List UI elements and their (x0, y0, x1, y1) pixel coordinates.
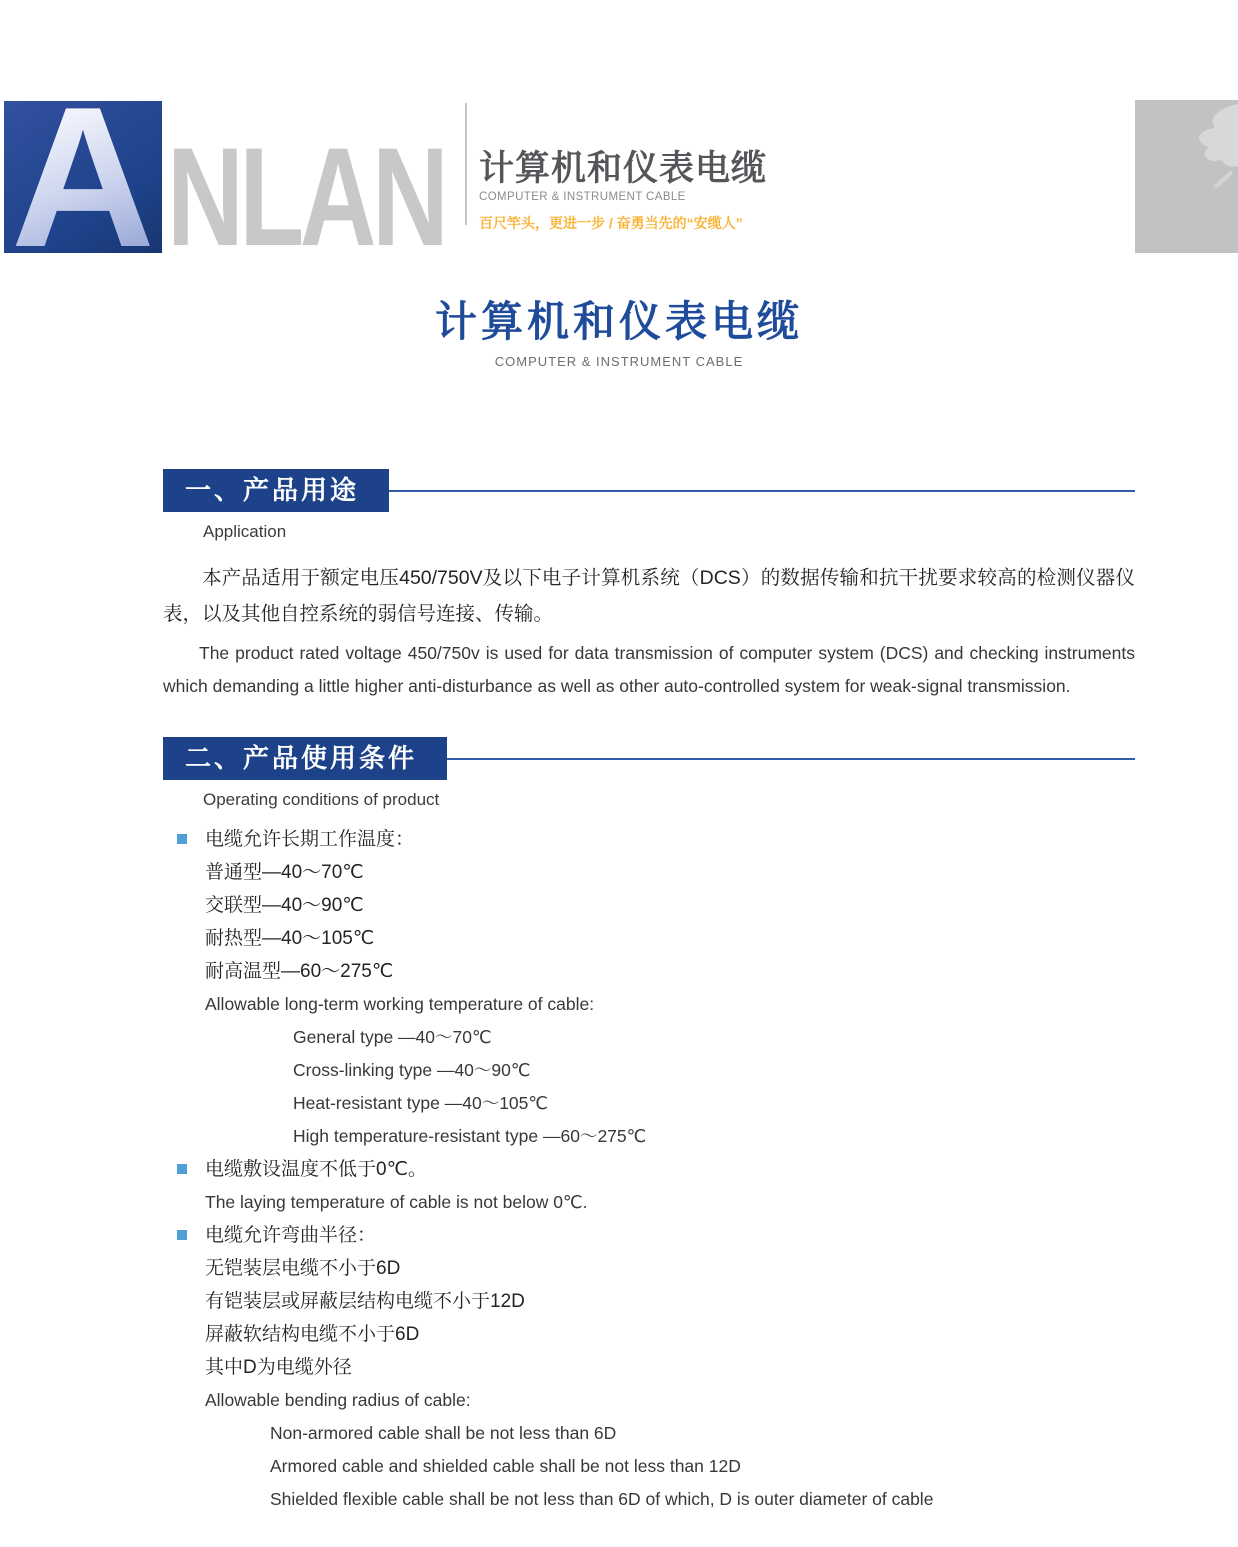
list-item: Allowable long-term working temperature of cable: (205, 994, 595, 1014)
section-2-heading-en: Operating conditions of product (203, 790, 440, 809)
section-2-heading-rule (447, 758, 1135, 760)
header-category-title-cn: 计算机和仪表电缆 (479, 149, 768, 188)
header-divider (465, 103, 467, 225)
list-item: High temperature-resistant type —60～275℃ (293, 1126, 647, 1146)
header-slogan: 百尺竿头，更进一步 / 奋勇当先的“安缆人” (479, 215, 743, 231)
anlan-logo-mark (4, 101, 162, 253)
anlan-logo-letter-a: A (4, 101, 162, 253)
list-item: 其中D为电缆外径 (205, 1357, 352, 1378)
list-item: 有铠装层或屏蔽层结构电缆不小于12D (205, 1291, 525, 1312)
list-item: 耐高温型—60～275℃ (205, 961, 394, 982)
section-2-heading (163, 737, 1135, 780)
list-item: General type —40～70℃ (293, 1027, 492, 1047)
header-category-title-en: COMPUTER & INSTRUMENT CABLE (479, 191, 686, 203)
list-item: 电缆允许长期工作温度： (163, 823, 1135, 856)
list-item: 电缆允许弯曲半径： (163, 1219, 1135, 1252)
section-2-heading-box: 二、产品使用条件 (163, 737, 447, 780)
list-item: 交联型—40～90℃ (205, 895, 364, 916)
list-item: 屏蔽软结构电缆不小于6D (205, 1324, 420, 1345)
corner-photo (1135, 100, 1238, 253)
list-item: Heat-resistant type —40～105℃ (293, 1093, 549, 1113)
document-title-en: COMPUTER & INSTRUMENT CABLE (494, 354, 744, 369)
conditions-list (163, 823, 1135, 1516)
list-item: 无铠装层电缆不小于6D (205, 1258, 401, 1279)
section-application (163, 469, 1135, 703)
section-1-heading (163, 469, 1135, 512)
list-item: Allowable bending radius of cable: (205, 1390, 471, 1410)
anlan-logo-wordmark: NLAN (167, 118, 445, 275)
document-title-cn: 计算机和仪表电缆 (434, 298, 803, 345)
list-item: Non-armored cable shall be not less than 6D (270, 1423, 617, 1443)
list-item: Shielded flexible cable shall be not less than 6D of which, D is outer diameter of cable (270, 1489, 934, 1509)
leaf-graphic (1135, 100, 1238, 253)
page-header (0, 0, 1238, 275)
document-body (163, 469, 1135, 1516)
list-item: 耐热型—40～105℃ (205, 928, 375, 949)
application-paragraph-en: The product rated voltage 450/750v is used for data transmission of computer system (DCS) and checking instruments which demanding a little higher anti-disturbance as well as other auto-controlled system for weak-signal transmission. (163, 643, 1135, 696)
list-item: 电缆敷设温度不低于0℃。 (163, 1153, 1135, 1186)
list-item: The laying temperature of cable is not below 0℃. (205, 1192, 588, 1212)
list-item: Armored cable and shielded cable shall be not less than 12D (270, 1456, 741, 1476)
list-item: 普通型—40～70℃ (205, 862, 364, 883)
section-operating-conditions (163, 737, 1135, 1516)
section-1-heading-box: 一、产品用途 (163, 469, 389, 512)
section-1-heading-rule (389, 490, 1135, 492)
section-1-heading-en: Application (203, 522, 287, 541)
application-paragraph-cn: 本产品适用于额定电压450/750V及以下电子计算机系统（DCS）的数据传输和抗干扰要求较高的检测仪器仪表，以及其他自控系统的弱信号连接、传输。 (163, 567, 1135, 625)
header-titles (479, 149, 767, 231)
list-item: Cross-linking type —40～90℃ (293, 1060, 531, 1080)
document-title-block (0, 297, 1238, 370)
